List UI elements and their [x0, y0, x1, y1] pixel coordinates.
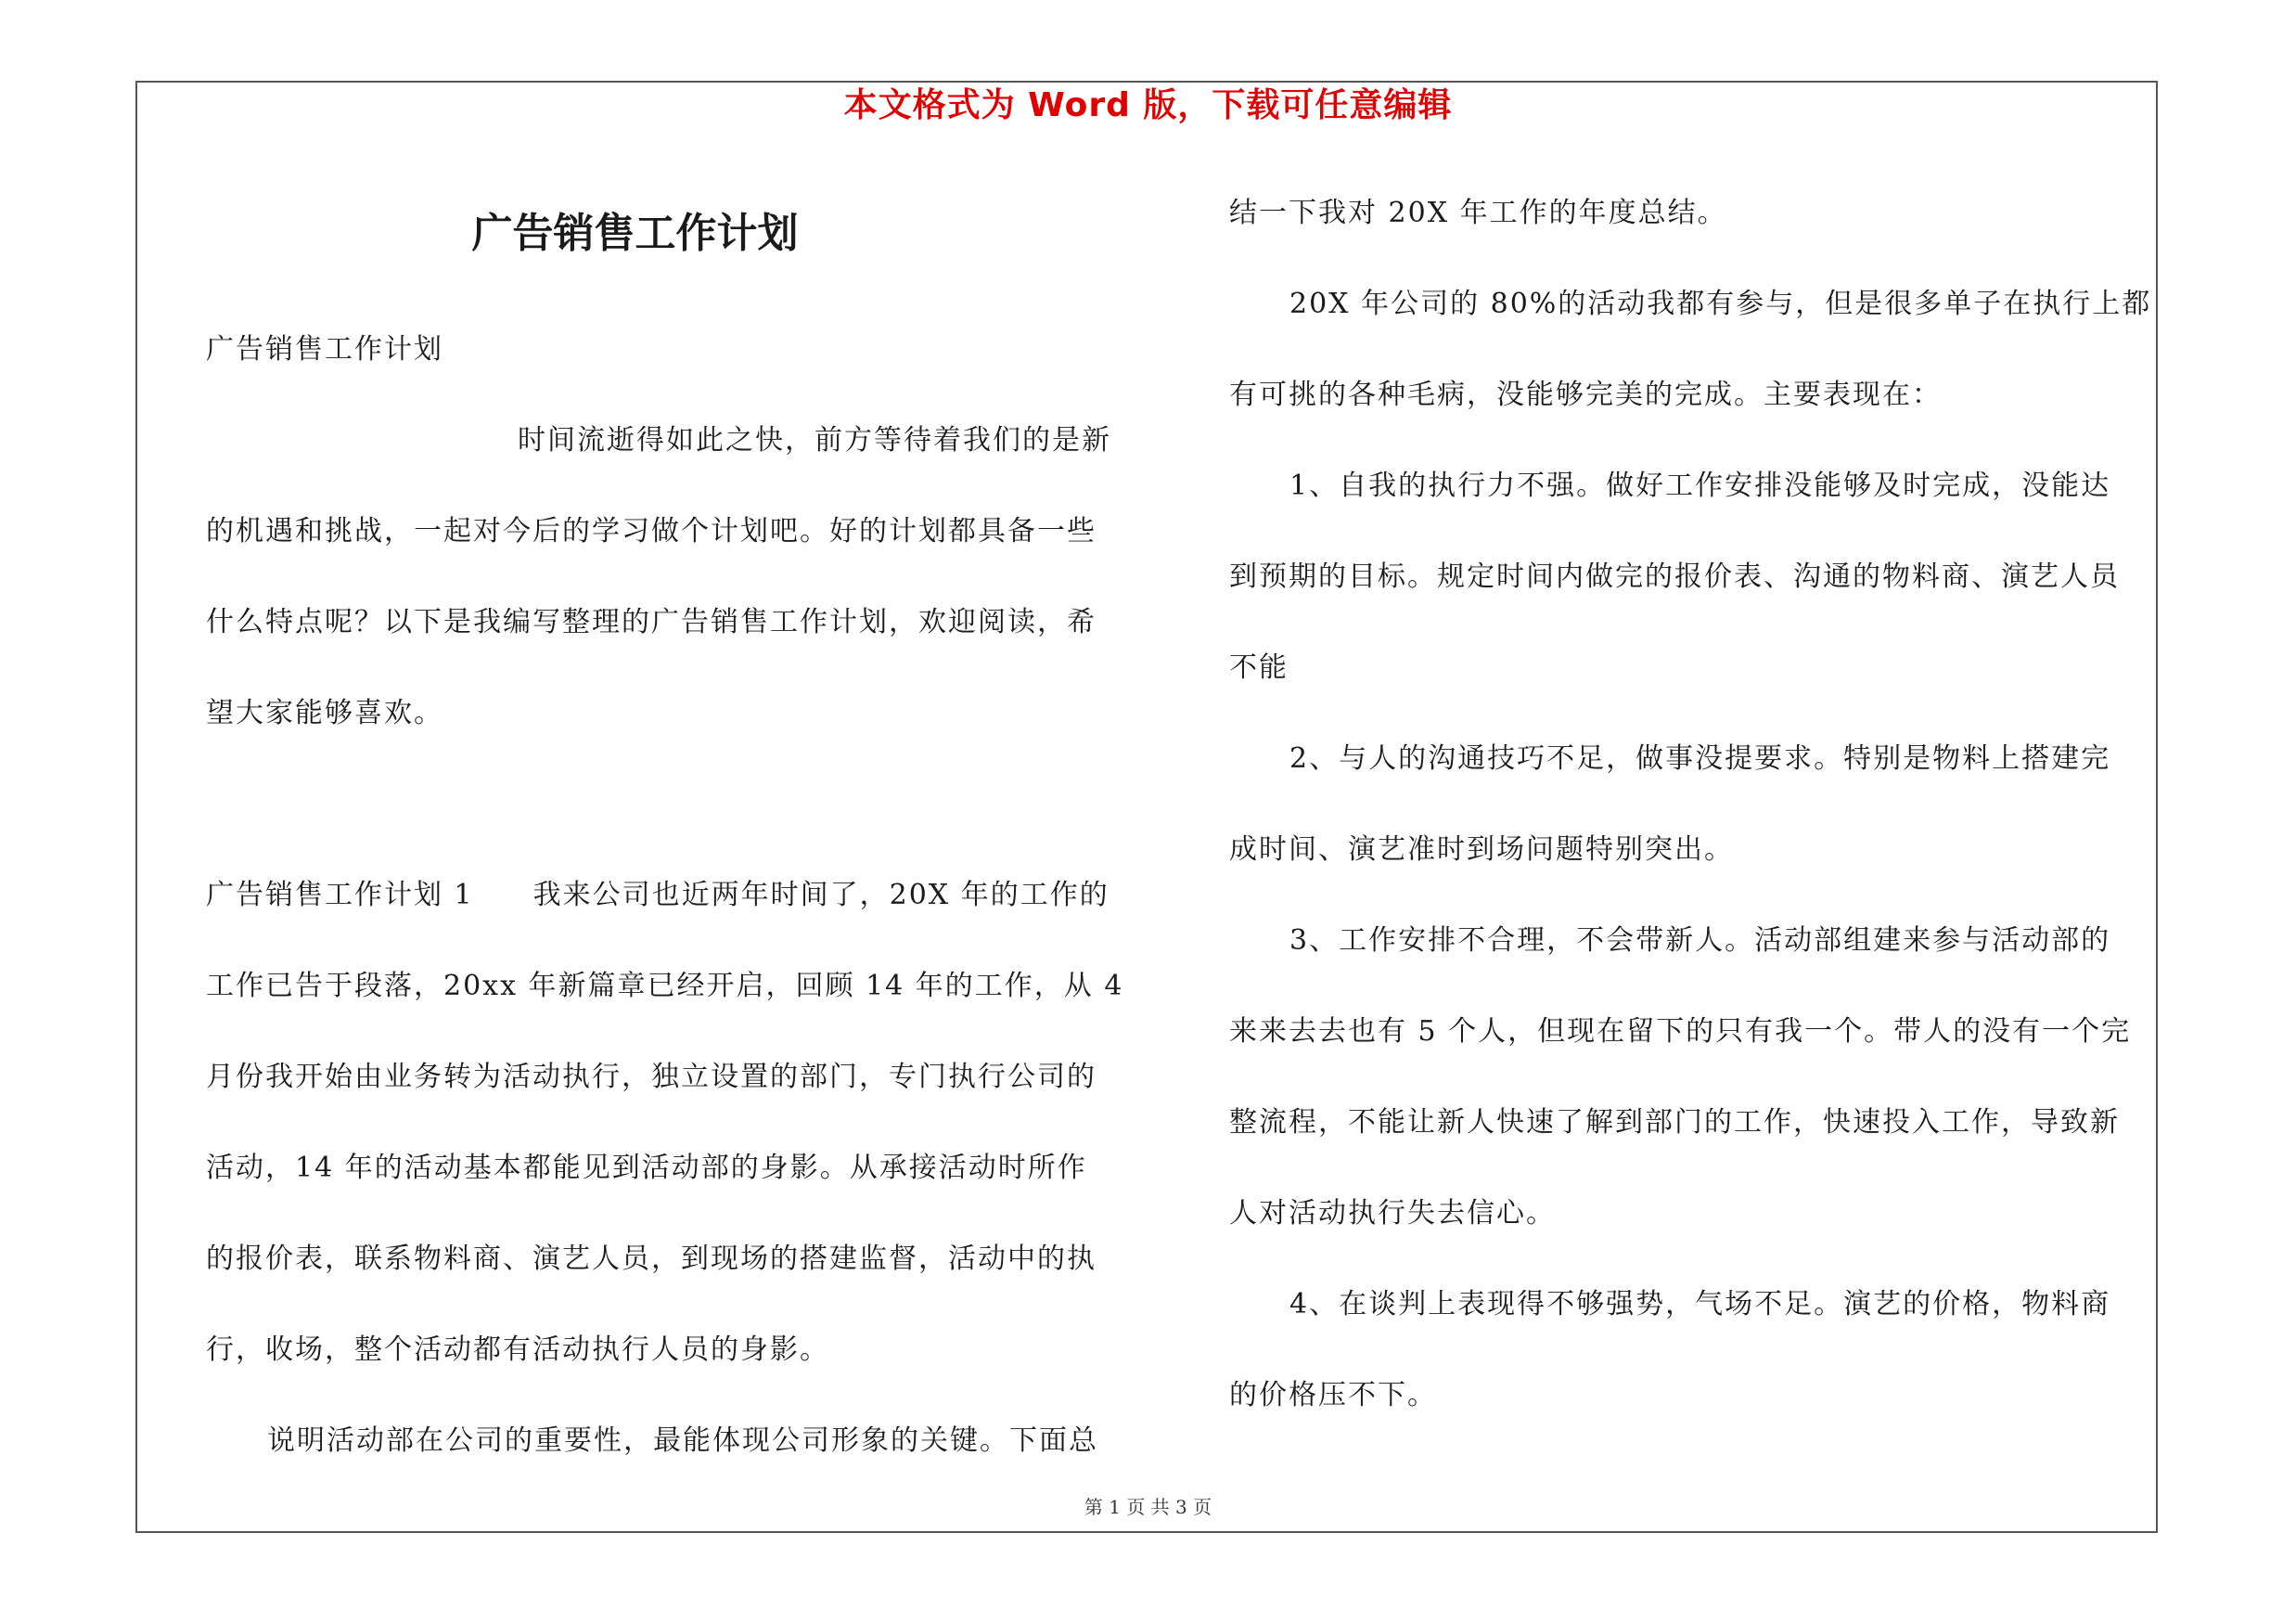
right-line: 整流程，不能让新人快速了解到部门的工作，快速投入工作，导致新 — [1229, 1106, 2120, 1139]
right-line: 不能 — [1229, 651, 1289, 684]
left-line: 广告销售工作计划 — [206, 333, 443, 366]
left-line: 望大家能够喜欢。 — [206, 697, 443, 729]
right-line: 4、在谈判上表现得不够强势，气场不足。演艺的价格，物料商 — [1289, 1288, 2111, 1320]
right-line: 人对活动执行失去信心。 — [1229, 1197, 1556, 1230]
right-line: 到预期的目标。规定时间内做完的报价表、沟通的物料商、演艺人员 — [1229, 560, 2120, 593]
right-line: 20X 年公司的 80%的活动我都有参与，但是很多单子在执行上都 — [1289, 288, 2152, 320]
right-line: 2、与人的沟通技巧不足，做事没提要求。特别是物料上搭建完 — [1289, 742, 2111, 775]
right-line: 成时间、演艺准时到场问题特别突出。 — [1229, 833, 1734, 866]
left-line: 时间流逝得如此之快，前方等待着我们的是新 — [518, 424, 1111, 457]
format-banner: 本文格式为 Word 版，下载可任意编辑 — [843, 86, 1453, 124]
right-line: 结一下我对 20X 年工作的年度总结。 — [1229, 197, 1727, 229]
right-line: 3、工作安排不合理，不会带新人。活动部组建来参与活动部的 — [1289, 924, 2111, 957]
left-line: 行，收场，整个活动都有活动执行人员的身影。 — [206, 1333, 829, 1366]
document-title: 广告销售工作计划 — [471, 210, 799, 257]
left-line: 工作已告于段落，20xx 年新篇章已经开启，回顾 14 年的工作，从 4 — [206, 970, 1124, 1002]
left-line: 月份我开始由业务转为活动执行，独立设置的部门，专门执行公司的 — [206, 1061, 1097, 1093]
left-line: 活动，14 年的活动基本都能见到活动部的身影。从承接活动时所作 — [206, 1152, 1087, 1184]
right-line: 来来去去也有 5 个人，但现在留下的只有我一个。带人的没有一个完 — [1229, 1015, 2132, 1048]
left-line: 广告销售工作计划 1 我来公司也近两年时间了，20X 年的工作的 — [206, 879, 1110, 911]
page-footer: 第 1 页 共 3 页 — [1084, 1496, 1212, 1518]
left-line: 的机遇和挑战，一起对今后的学习做个计划吧。好的计划都具备一些 — [206, 515, 1097, 547]
right-line: 1、自我的执行力不强。做好工作安排没能够及时完成，没能达 — [1289, 470, 2111, 502]
left-line: 的报价表，联系物料商、演艺人员，到现场的搭建监督，活动中的执 — [206, 1243, 1097, 1275]
left-line: 说明活动部在公司的重要性，最能体现公司形象的关键。下面总 — [267, 1424, 1098, 1457]
left-line: 什么特点呢？以下是我编写整理的广告销售工作计划，欢迎阅读，希 — [206, 606, 1097, 638]
right-line: 的价格压不下。 — [1229, 1379, 1437, 1411]
right-line: 有可挑的各种毛病，没能够完美的完成。主要表现在： — [1229, 379, 1942, 411]
